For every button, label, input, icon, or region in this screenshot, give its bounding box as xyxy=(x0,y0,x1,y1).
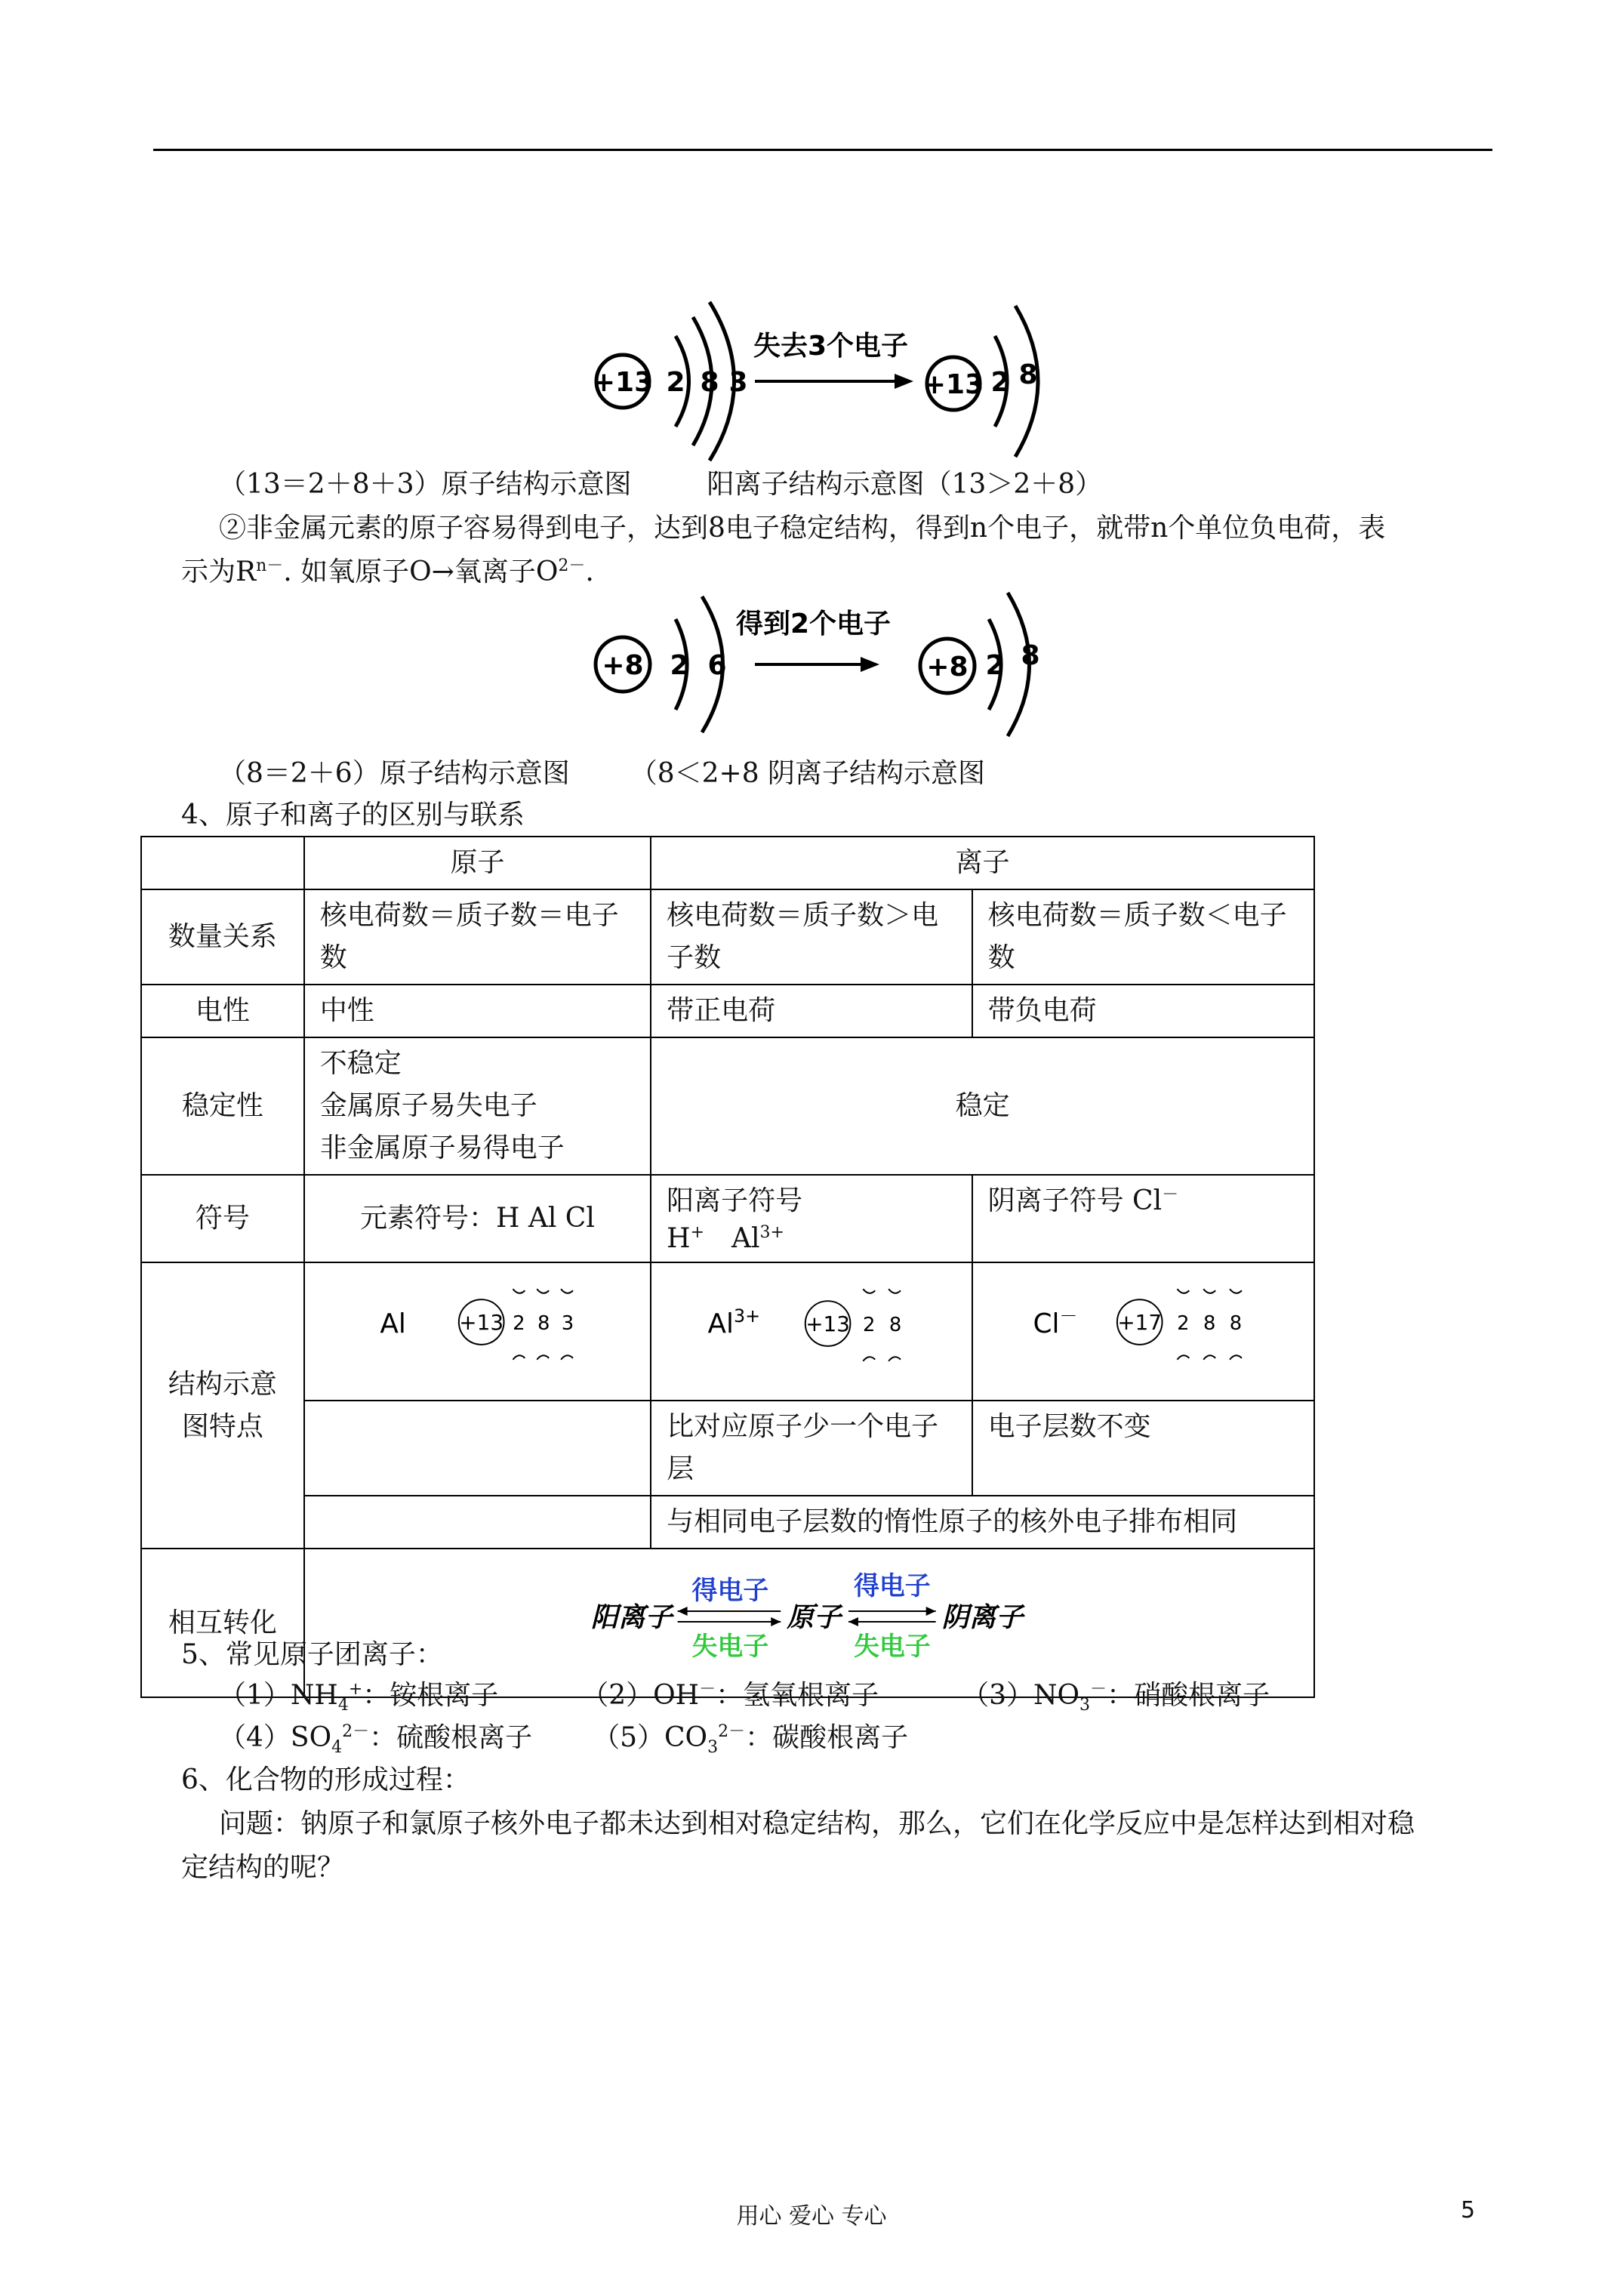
arrow-label: 得到2个电子 xyxy=(736,609,892,639)
polyatomic-ions-line-2: $(4)SO_4^{2-}$：硫酸根离子 $(5)CO_3^{2-}$：碳酸根离子 xyxy=(219,1722,909,1758)
arrow-head xyxy=(895,374,913,389)
cell-charge-anion: 带负电荷 xyxy=(972,985,1314,1037)
cl-minus-ion-structure xyxy=(973,1263,1313,1387)
row-label-symbol: 符号 xyxy=(141,1175,304,1262)
ion-shell-2: 8 xyxy=(1018,359,1038,390)
svg-text:Cl－: Cl－ xyxy=(1033,1305,1077,1339)
svg-text:8: 8 xyxy=(1229,1311,1242,1335)
polyatomic-ions-line-1: $(1)NH_4^+$：铵根离子 （2）OH－：氢氧根离子 $(3)NO_3^-$：硝酸根离子 xyxy=(219,1680,1270,1715)
atom-nucleus: +8 xyxy=(602,650,644,681)
cell-quantity-anion: 核电荷数＝质子数＜电子数 xyxy=(972,889,1314,985)
header-rule xyxy=(153,149,1492,151)
table-row xyxy=(141,1175,1314,1262)
svg-text:原子: 原子 xyxy=(786,1601,841,1633)
cell-structure-atom xyxy=(304,1262,651,1401)
ion-shell-2: 8 xyxy=(1021,640,1040,671)
conversion-diagram xyxy=(305,1549,1313,1684)
ion-nucleus: +8 xyxy=(926,652,969,683)
section-6-title: 6、化合物的形成过程： xyxy=(181,1764,470,1795)
row-label-charge: 电性 xyxy=(141,985,304,1037)
ion-nucleus: +13 xyxy=(922,369,984,400)
cell-stability-atom: 不稳定 金属原子易失电子 非金属原子易得电子 xyxy=(304,1037,651,1175)
table-row xyxy=(141,1496,1314,1549)
atom-shell-3: 3 xyxy=(728,367,748,398)
question-line-2: 定结构的呢？ xyxy=(181,1852,345,1883)
header-atom: 原子 xyxy=(304,837,651,889)
cell-structure-cation xyxy=(651,1262,972,1401)
aluminum-ionization-diagram xyxy=(589,294,1079,476)
table-row xyxy=(141,1037,1314,1175)
lose-label-right: 失电子 xyxy=(853,1631,931,1661)
cell-symbol-cation: 阳离子符号 H+ $Al^{3+}$ xyxy=(651,1175,972,1262)
section-4-title: 4、原子和离子的区别与联系 xyxy=(181,800,525,831)
cell-charge-cation: 带正电荷 xyxy=(651,985,972,1037)
svg-text:2: 2 xyxy=(863,1313,876,1336)
svg-text:2: 2 xyxy=(1176,1311,1190,1335)
al3plus-ion-structure xyxy=(651,1263,971,1387)
cell-quantity-atom: 核电荷数＝质子数＝电子数 xyxy=(304,889,651,985)
page-number: 5 xyxy=(1461,2197,1476,2224)
cell-structure-anion xyxy=(972,1262,1314,1401)
atom-shell-2: 6 xyxy=(707,650,727,681)
arrow-head xyxy=(771,1617,781,1626)
cell-structure-feature-ion: 与相同电子层数的惰性原子的核外电子排布相同 xyxy=(651,1496,1314,1549)
svg-text:8: 8 xyxy=(888,1313,902,1336)
cell-structure-feature-anion: 电子层数不变 xyxy=(972,1401,1314,1496)
table-row xyxy=(141,985,1314,1037)
table-row xyxy=(141,837,1314,889)
table-row xyxy=(141,1401,1314,1496)
cell-quantity-cation: 核电荷数＝质子数＞电子数 xyxy=(651,889,972,985)
caption-2: （8＝2＋6）原子结构示意图 （8＜2+8 阴离子结构示意图 xyxy=(219,758,986,789)
arrow-head xyxy=(677,1607,687,1616)
table-row xyxy=(141,1262,1314,1401)
cell-stability-ion: 稳定 xyxy=(651,1037,1314,1175)
svg-text:2: 2 xyxy=(512,1311,525,1335)
atom-shell-2: 8 xyxy=(700,367,719,398)
svg-text:+13: +13 xyxy=(459,1309,504,1335)
oxygen-ionization-diagram xyxy=(589,589,1057,740)
svg-text:8: 8 xyxy=(1203,1311,1216,1335)
lose-label-left: 失电子 xyxy=(691,1631,769,1661)
ion-shell-1: 2 xyxy=(985,650,1005,681)
arrow-head xyxy=(848,1617,858,1626)
gain-label-left: 得电子 xyxy=(691,1576,769,1606)
svg-text:阴离子: 阴离子 xyxy=(941,1601,1024,1633)
row-label-structure: 结构示意图特点 xyxy=(141,1262,304,1549)
svg-text:阳离子: 阳离子 xyxy=(590,1601,673,1633)
svg-text:8: 8 xyxy=(537,1311,550,1335)
table-row xyxy=(141,889,1314,985)
row-label-conversion: 相互转化 xyxy=(141,1549,304,1697)
svg-text:Al3+: $Al^{3+}$ xyxy=(707,1305,761,1339)
arrow-head xyxy=(861,657,879,672)
paragraph-nonmetal-line-1: ②非金属元素的原子容易得到电子，达到8电子稳定结构，得到n个电子，就带n个单位负电荷，表 xyxy=(219,513,1386,544)
svg-text:+17: +17 xyxy=(1116,1309,1162,1335)
arrow-label: 失去3个电子 xyxy=(753,331,909,362)
caption-1: （13＝2＋8＋3）原子结构示意图 阳离子结构示意图（13＞2＋8） xyxy=(219,469,1103,500)
al-atom-structure xyxy=(305,1263,650,1387)
cell-symbol-atom: 元素符号：H Al Cl xyxy=(304,1175,651,1262)
cell-structure-feature-cation: 比对应原子少一个电子层 xyxy=(651,1401,972,1496)
paragraph-nonmetal-line-2: 示为$R^{n-}$. 如氧原子O→氧离子$O^{2-}$. xyxy=(181,556,594,587)
gain-label-right: 得电子 xyxy=(853,1571,931,1601)
ion-shell-1: 2 xyxy=(990,367,1010,398)
question-line-1: 问题：钠原子和氯原子核外电子都未达到相对稳定结构，那么，它们在化学反应中是怎样达到相对稳 xyxy=(219,1808,1415,1839)
row-label-quantity: 数量关系 xyxy=(141,889,304,985)
atom-shell-1: 2 xyxy=(666,367,685,398)
svg-text:Al: Al xyxy=(380,1308,406,1339)
atom-ion-comparison-table xyxy=(140,836,1315,1698)
svg-text:3: 3 xyxy=(561,1311,574,1335)
footer-motto: 用心 爱心 专心 xyxy=(736,2203,887,2230)
arrow-head xyxy=(925,1607,935,1616)
header-ion: 离子 xyxy=(651,837,1314,889)
cell-charge-atom: 中性 xyxy=(304,985,651,1037)
row-label-stability: 稳定性 xyxy=(141,1037,304,1175)
cell-symbol-anion: 阴离子符号 Cl－ xyxy=(972,1175,1314,1262)
section-5-title: 5、常见原子团离子： xyxy=(181,1639,443,1670)
atom-nucleus: +13 xyxy=(592,367,654,398)
svg-text:+13: +13 xyxy=(805,1311,851,1336)
atom-shell-1: 2 xyxy=(670,650,689,681)
